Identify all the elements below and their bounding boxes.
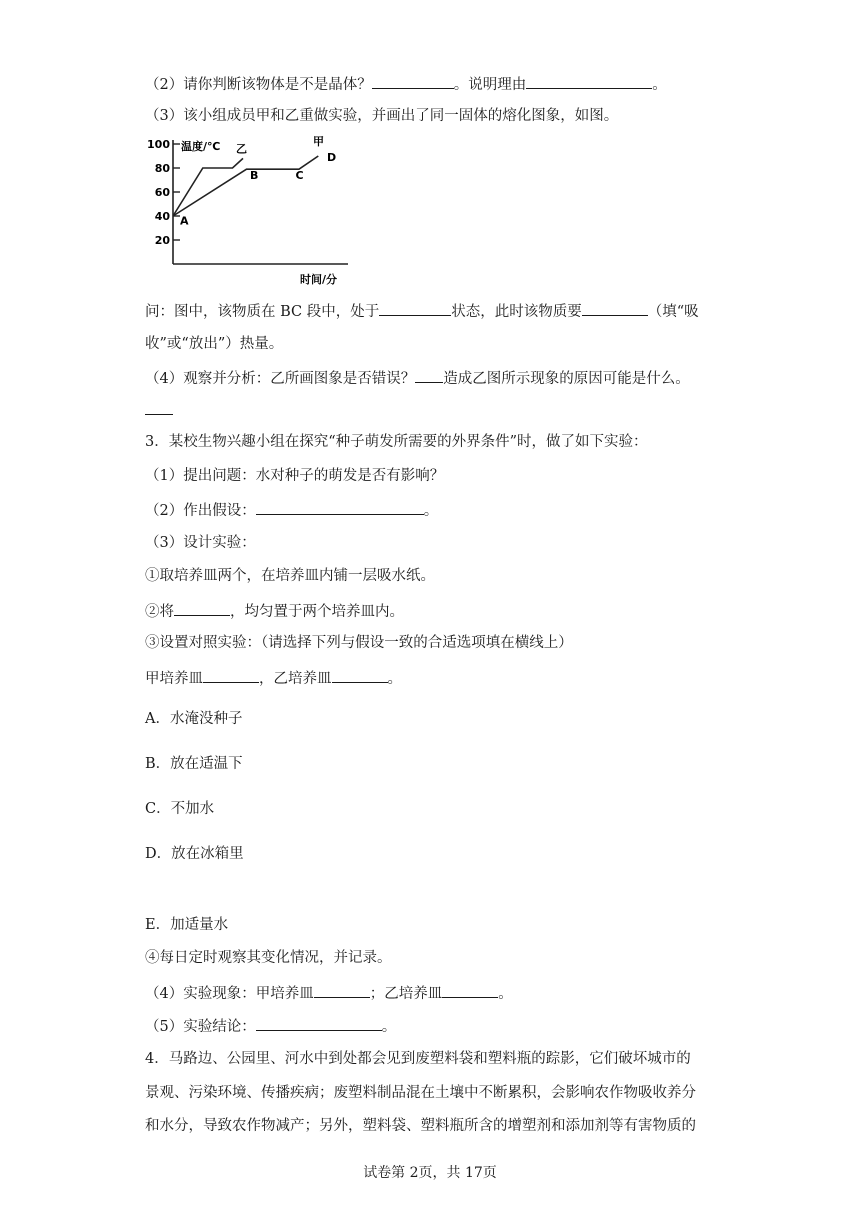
q2-part2: （2）请你判断该物体是不是晶体？ 。说明理由 。 [145,73,667,95]
q2-question: 问：图中，该物质在 BC 段中，处于 状态，此时该物质要 （填“吸 [145,300,699,322]
q3-step-hypothesis: （2）作出假设： 。 [145,499,438,521]
answer-blank-conclusion[interactable] [256,1015,382,1031]
q3-intro: 3．某校生物兴趣小组在探究“种子萌发所需要的外界条件”时，做了如下实验： [145,434,648,450]
answer-blank-phenomenon-b[interactable] [442,982,498,998]
y-tick-label: 100 [147,138,170,151]
q2-part4: （4）观察并分析：乙所画图象是否错误？ 造成乙图所示现象的原因可能是什么。 [145,367,690,389]
q4-line-3: 和水分，导致农作物减产；另外，塑料袋、塑料瓶所含的增塑剂和添加剂等有害物质的 [145,1118,696,1134]
series-line [173,156,318,216]
option-e[interactable]: E．加适量水 [145,917,229,933]
q2-part3: （3）该小组成员甲和乙重做实验，并画出了同一固体的熔化图象，如图。 [145,108,619,124]
option-a[interactable]: A．水淹没种子 [145,711,243,727]
y-axis-label: 温度/℃ [181,140,221,153]
q4-line-2: 景观、污染环境、传播疾病；废塑料制品混在土壤中不断累积，会影响农作物吸收养分 [145,1085,696,1101]
y-tick-label: 60 [154,186,170,199]
answer-blank-hypothesis[interactable] [256,499,424,515]
option-c[interactable]: C．不加水 [145,801,215,817]
answer-blank-phenomenon-a[interactable] [314,982,370,998]
chart-axes [173,139,348,286]
chart-series [173,156,318,216]
option-b[interactable]: B．放在适温下 [145,756,243,772]
point-label: B [250,168,259,182]
q3-design-1: ①取培养皿两个，在培养皿内铺一层吸水纸。 [145,568,435,584]
q3-design-4: ④每日定时观察其变化情况，并记录。 [145,950,392,966]
point-label: A [180,214,189,228]
answer-blank-crystal[interactable] [372,73,454,89]
answer-blank-wrong[interactable] [415,367,443,383]
series-line [173,158,243,216]
answer-blank-state[interactable] [379,300,451,316]
page-footer: 试卷第 2页，共 17页 [363,1165,497,1181]
series-label: 乙 [236,142,247,156]
answer-blank-reason-line[interactable] [145,399,173,421]
answer-blank-dish-a[interactable] [203,667,259,683]
q3-step-design: （3）设计实验： [145,535,256,551]
q3-step-question: （1）提出问题：水对种子的萌发是否有影响？ [145,468,445,484]
q3-design-2: ②将 ，均匀置于两个培养皿内。 [145,600,404,622]
q4-line-1: 4．马路边、公园里、河水中到处都会见到废塑料袋和塑料瓶的踪影，它们破坏城市的 [145,1051,691,1067]
y-tick-label: 20 [154,234,170,247]
melting-chart [143,132,363,287]
answer-blank-reason[interactable] [526,73,652,89]
series-label: 甲 [313,135,324,149]
answer-blank-heat[interactable] [582,300,648,316]
y-tick-label: 80 [154,162,170,175]
x-axis-label: 时间/分 [300,273,338,286]
q3-conclusion: （5）实验结论： 。 [145,1015,396,1037]
q3-design-3: ③设置对照实验：（请选择下列与假设一致的合适选项填在横线上） [145,635,573,651]
q2-question-line2: 收”或“放出”）热量。 [145,336,284,352]
point-label: C [295,168,304,182]
option-d[interactable]: D．放在冰箱里 [145,846,244,862]
answer-blank-dish-b[interactable] [332,667,388,683]
chart-ticks [147,138,180,247]
q3-dishes: 甲培养皿 ，乙培养皿 。 [145,667,402,689]
q3-phenomenon: （4）实验现象：甲培养皿 ；乙培养皿 。 [145,982,513,1004]
y-tick-label: 40 [154,210,170,223]
answer-blank-seeds[interactable] [174,600,230,616]
point-label: D [327,150,337,164]
